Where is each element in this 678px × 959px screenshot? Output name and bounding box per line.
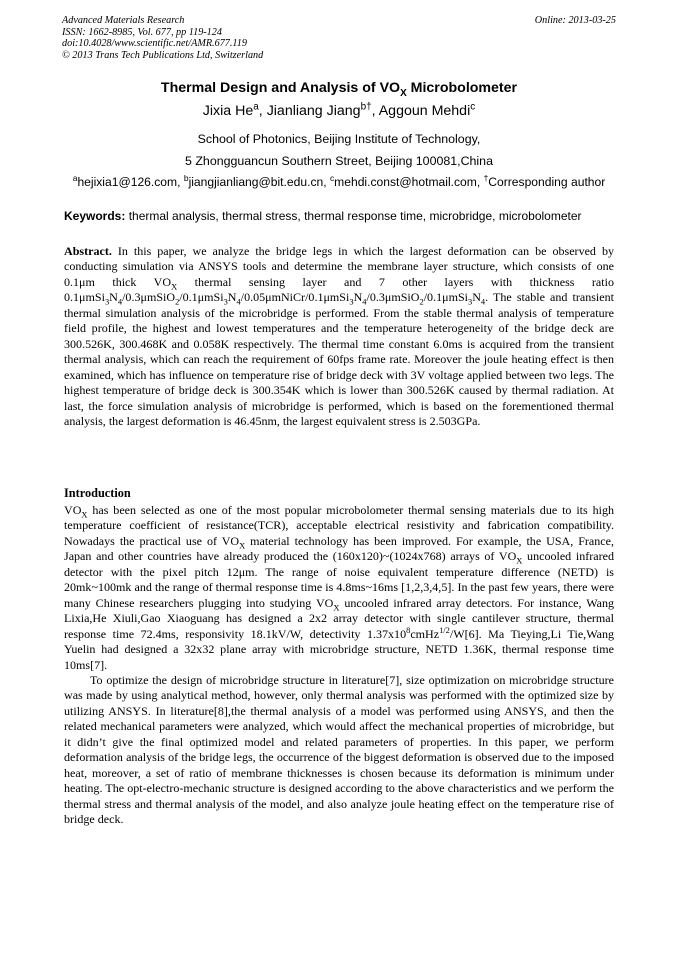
author-name: Jixia He bbox=[202, 103, 254, 119]
abstract-label: Abstract. bbox=[64, 244, 112, 258]
journal-copyright: © 2013 Trans Tech Publications Ltd, Switzerland bbox=[62, 49, 264, 61]
affiliation-line-2: 5 Zhongguancun Southern Street, Beijing 100081,China bbox=[185, 154, 493, 168]
journal-doi: doi:10.4028/www.scientific.net/AMR.677.119 bbox=[62, 38, 247, 50]
introduction-paragraph-1: $VO_X$ has been selected as one of the most popular microbolometer thermal sensing materials due to its high temperature coefficient of resistance(TCR), acceptable electrical resistivity and fabrication compatibility. Nowadays the practical use of $VO_X$ material technology has been improved. For example, the USA, France, Japan and other countries have already produced the (160x120)~(1024x768) arrays of $VO_X$ uncooled infrared detector with the pixel pitch 12μm. The range of noise equivalent temperature difference (NETD) is 20mk~100mk and the range of thermal response time is 4.8ms~16ms [1,2,3,4,5]. In the past few years, there were many Chinese researchers plugging into studying $VO_X$ uncooled infrared array detectors. For instance, Wang Lixia,He Xiuli,Gao Xiaoguang has designed a 2x2 array detector with single cantilever structure, thermal response time 72.4ms, responsivity 18.1kV/W, detectivity $1.37x10^8cmHz^{1/2}/W[6]$. Ma Tieying,Li Tie,Wang Yuelin had designed a 32x32 plane array with microbridge structure, NETD 1.36K, thermal response time 10ms[7]. bbox=[64, 503, 614, 672]
paper-title: Thermal Design and Analysis of $VO_X$ Microbolometer bbox=[160, 80, 518, 99]
author-list: Jixia He$^a$, Jianliang Jiang$^{b\dagger}$, Aggoun Mehdi$^c$ bbox=[202, 101, 476, 119]
online-date: Online: 2013-03-25 bbox=[534, 15, 616, 26]
affiliation-line-1: School of Photonics, Beijing Institute of Technology, bbox=[197, 132, 481, 146]
author-name: Aggoun Mehdi bbox=[378, 103, 471, 119]
keywords-label: Keywords: bbox=[64, 209, 126, 223]
journal-issn: ISSN: 1662-8985, Vol. 677, pp 119-124 bbox=[62, 26, 222, 38]
abstract: Abstract. In this paper, we analyze the bridge legs in which the largest deformation can be observed by conducting simulation via ANSYS tools and determine the membrane layer structure, which consists of one 0.1μm thick $VO_X$ thermal sensing layer and 7 other layers with thickness ratio $0.1\mu mSi_3N_4/0.3\mu mSiO_2/0.1\mu mSi_3N_4/0.05\mu mNiCr/0.1\mu mSi_3N_4/0.3\mu mSiO_2/0.1\mu mSi_3N_4$. The stable and transient thermal simulation analysis of the microbridge is performed. From the stable thermal analysis of temperature field profile, the highest and lowest temperatures and the temperature heterogeneity of the bridge deck are 300.526K, 300.468K and 0.058K respectively. The thermal time constant 6.0ms is acquired from the transient thermal analysis, which can reach the requirement of 60fps frame rate. Moreover the joule heating effect is then examined, which has influence on temperature rise of bridge deck with 3V voltage applied between two legs. The highest temperature of bridge deck is 300.354K which is lower than 300.526K caused by thermal radiation. At last, the force simulation analysis of microbridge is performed, which is based on the forementioned thermal analysis, the largest deformation is 46.45nm, the largest equivalent stress is 2.503GPa. bbox=[64, 244, 615, 428]
keywords bbox=[64, 209, 624, 223]
author-name: Jianliang Jiang bbox=[266, 103, 361, 119]
introduction-paragraph-2: To optimize the design of microbridge structure in literature[7], size optimization on microbridge structure was made by using analytical method, however, only thermal analysis was performed with the optimized size by utilizing ANSYS. In literature[8],the thermal analysis of a model was performed using ANSYS, and then the related mechanical parameters were analyzed, which would affect the mechanical properties of microbridge, but it didn’t give the final optimized model and related parameters of properties. In this paper, we perform deformation analysis of the bridge legs, the occurrence of the biggest deformation is observed due to the imposed heat, moreover, a set of ratio of membrane thicknesses is chosen because its deformation is minimum under heating. The opt-electro-mechanic structure is designed according to the above characteristics and we perform the thermal stress and thermal analysis of the model, and also analyze joule heating effect on the temperature rise of bridge deck. bbox=[64, 672, 614, 827]
journal-header bbox=[62, 15, 263, 61]
journal-name: Advanced Materials Research bbox=[62, 15, 185, 26]
author-emails: $^a$hejixia1@126.com, $^b$jiangjianliang@bit.edu.cn, $^c$mehdi.const@hotmail.com, †Corresponding author bbox=[72, 172, 606, 189]
keywords-text: thermal analysis, thermal stress, thermal response time, microbridge, microbolometer bbox=[125, 209, 582, 223]
introduction-body bbox=[64, 503, 614, 828]
section-heading-introduction: Introduction bbox=[64, 486, 131, 500]
